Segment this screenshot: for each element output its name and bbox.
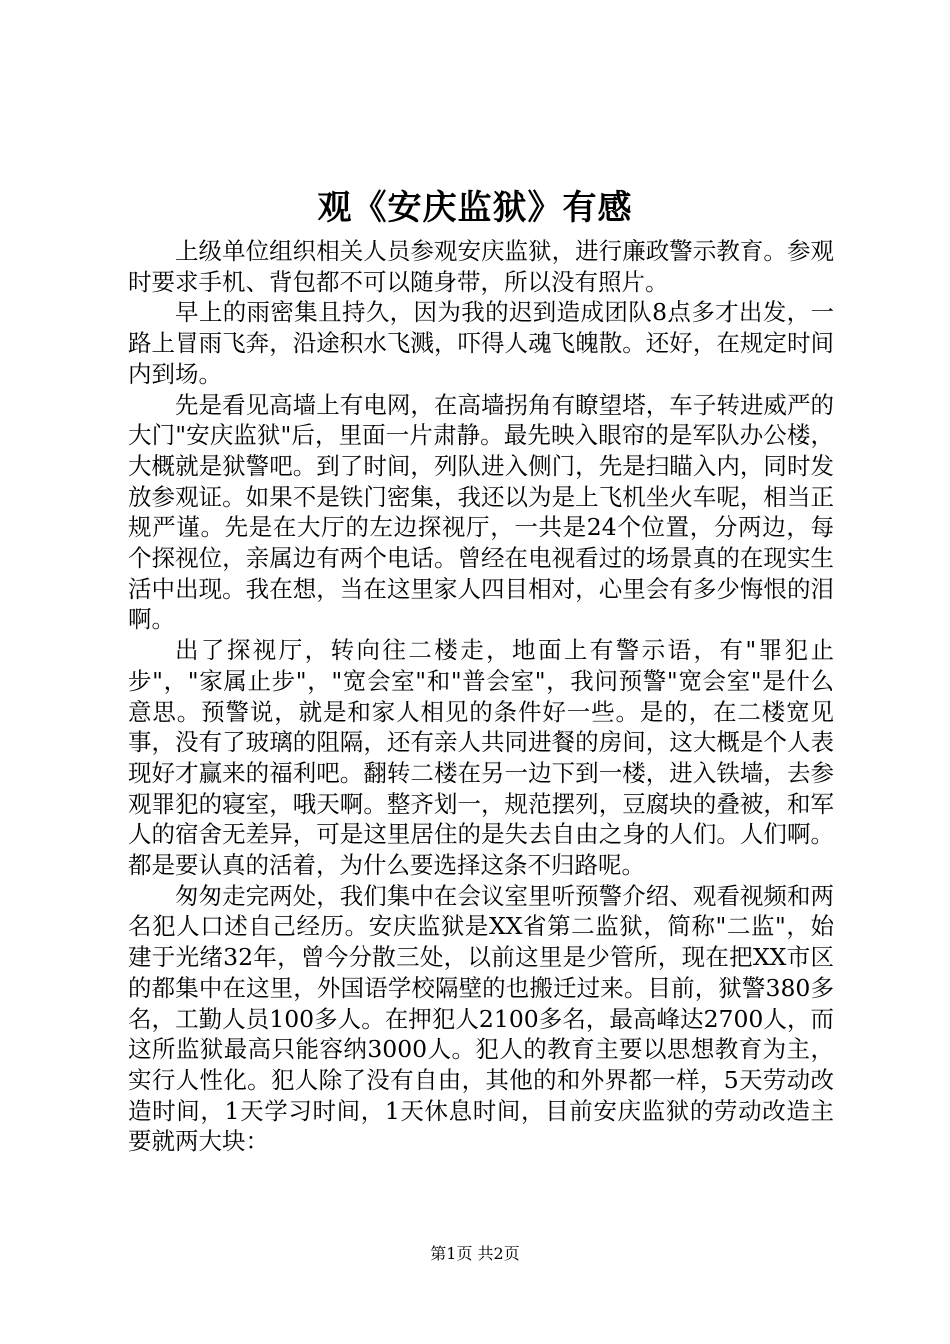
article-body bbox=[128, 236, 834, 1157]
paragraph-3: 先是看见高墙上有电网，在高墙拐角有瞭望塔，车子转进威严的大门"安庆监狱"后，里面一片肃静。最先映入眼帘的是军队办公楼，大概就是狱警吧。到了时间，列队进入侧门，先是扫瞄入内，同时发放参观证。如果不是铁门密集，我还以为是上飞机坐火车呢，相当正规严谨。先是在大厅的左边探视厅，一共是24个位置，分两边，每个探视位，亲属边有两个电话。曾经在电视看过的场景真的在现实生活中出现。我在想，当在这里家人四目相对，心里会有多少悔恨的泪啊。 bbox=[128, 390, 834, 634]
paragraph-4: 出了探视厅，转向往二楼走，地面上有警示语，有"罪犯止步"，"家属止步"，"宽会室"和"普会室"，我问预警"宽会室"是什么意思。预警说，就是和家人相见的条件好一些。是的，在二楼宽见事，没有了玻璃的阻隔，还有亲人共同进餐的房间，这大概是个人表现好才赢来的福利吧。翻转二楼在另一边下到一楼，进入铁墙，去参观罪犯的寝室，哦天啊。整齐划一，规范摆列，豆腐块的叠被，和军人的宿舍无差异，可是这里居住的是失去自由之身的人们。人们啊。都是要认真的活着，为什么要选择这条不归路呢。 bbox=[128, 636, 834, 880]
page-number-footer: 第1页 共2页 bbox=[430, 1244, 520, 1263]
paragraph-2: 早上的雨密集且持久，因为我的迟到造成团队8点多才出发，一路上冒雨飞奔，沿途积水飞溅，吓得人魂飞魄散。还好，在规定时间内到场。 bbox=[128, 298, 834, 388]
paragraph-1: 上级单位组织相关人员参观安庆监狱，进行廉政警示教育。参观时要求手机、背包都不可以随身带，所以没有照片。 bbox=[128, 237, 834, 296]
page-title: 观《安庆监狱》有感 bbox=[317, 188, 633, 228]
paragraph-5: 匆匆走完两处，我们集中在会议室里听预警介绍、观看视频和两名犯人口述自己经历。安庆监狱是XX省第二监狱，简称"二监"，始建于光绪32年，曾今分散三处，以前这里是少管所，现在把XX市区的都集中在这里，外国语学校隔壁的也搬迁过来。目前，狱警380多名，工勤人员100多人。在押犯人2100多名，最高峰达2700人，而这所监狱最高只能容纳3000人。犯人的教育主要以思想教育为主，实行人性化。犯人除了没有自由，其他的和外界都一样，5天劳动改造时间，1天学习时间，1天休息时间，目前安庆监狱的劳动改造主要就两大块： bbox=[128, 881, 834, 1156]
